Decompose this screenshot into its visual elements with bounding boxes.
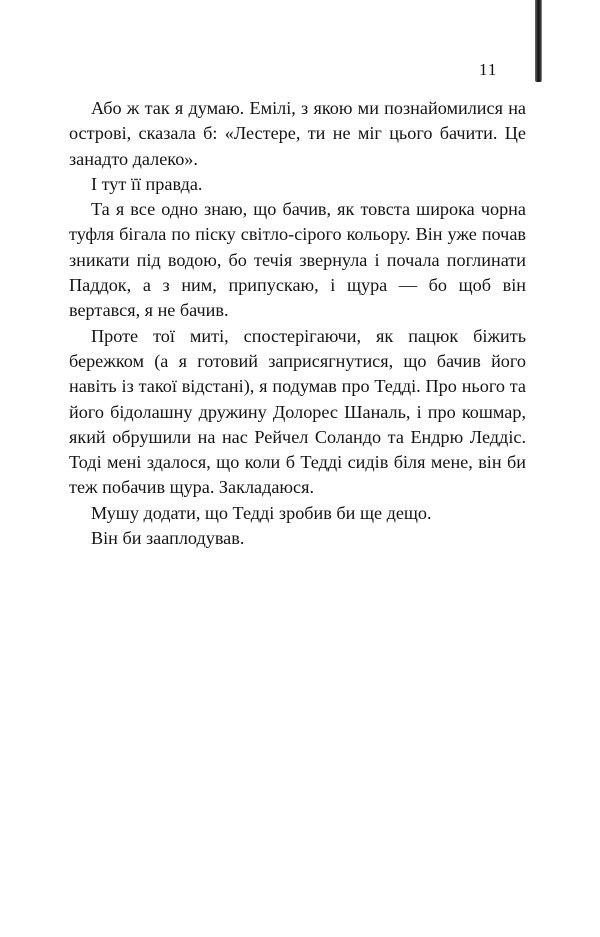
paragraph: Або ж так я думаю. Емілі, з якою ми познайомилися на острові, сказала б: «Лестере, ти не міг цього бачити. Це занадто далеко». — [69, 98, 526, 169]
page-number: 11 — [479, 60, 498, 79]
body-text — [69, 96, 526, 551]
paragraph: І тут її правда. — [91, 173, 203, 194]
paragraph: Він би зааплодував. — [91, 528, 245, 549]
paragraph: Мушу додати, що Тедді зробив би ще дещо. — [91, 502, 432, 523]
page-edge-mark — [535, 0, 542, 82]
paragraph: Проте тої миті, спостерігаючи, як пацюк біжить бережком (а я готовий заприсягнутися, що бачив його навіть із такої відстані), я подумав про Тедді. Про нього та його бідолашну дружину Долорес Шаналь, і про кошмар, який обрушили на нас Рейчел Соландо та Ендрю Леддіс. Тоді мені здалося, що коли б Тедді сидів біля мене, він би теж побачив щура. Закладаюся. — [69, 325, 526, 498]
paragraph: Та я все одно знаю, що бачив, як товста широка чорна туфля бігала по піску світло-сірого кольору. Він уже почав зникати під водою, бо течія звернула і почала поглинати Паддок, а з ним, припускаю, і щура — бо щоб він вертався, я не бачив. — [69, 199, 526, 321]
